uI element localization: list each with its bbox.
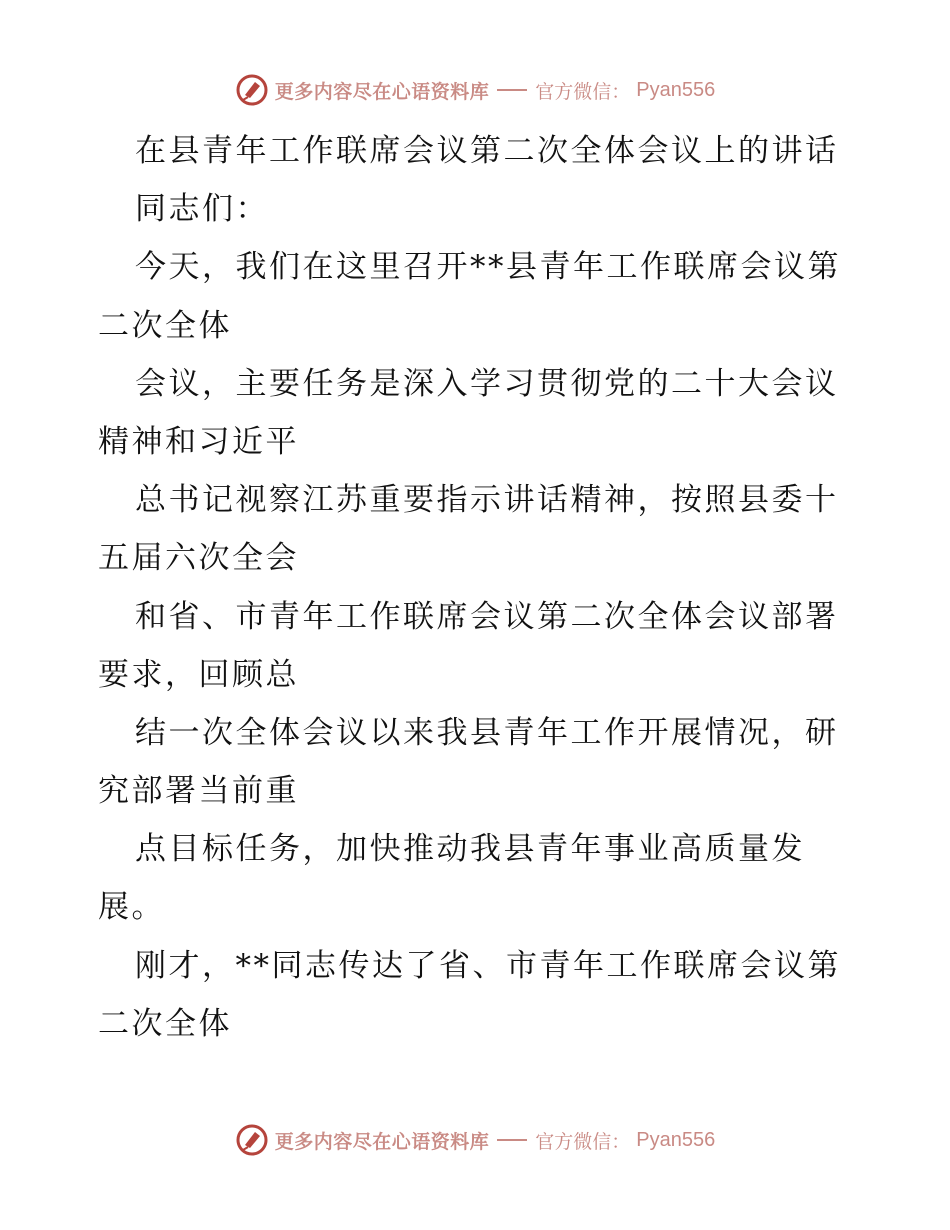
paragraph-line: 会议，主要任务是深入学习贯彻党的二十大会议	[135, 365, 839, 402]
paragraph-line: 五届六次全会	[98, 540, 299, 577]
paragraph-line: 究部署当前重	[98, 773, 299, 810]
brand-logo-icon	[235, 73, 269, 107]
paragraph-line: 二次全体	[98, 1005, 232, 1042]
header-wechat-id: Pyan556	[636, 78, 716, 101]
paragraph-line: 今天，我们在这里召开**县青年工作联席会议第	[135, 249, 841, 286]
header-wechat-label: 官方微信：	[535, 80, 631, 103]
document-title: 在县青年工作联席会议第二次全体会议上的讲话	[135, 133, 839, 169]
paragraph-line: 结一次全体会议以来我县青年工作开展情况，研	[135, 714, 839, 751]
header-brand-text: 更多内容尽在心语资料库	[274, 80, 490, 103]
footer-brand-text: 更多内容尽在心语资料库	[274, 1130, 490, 1153]
footer-wechat-id: Pyan556	[636, 1128, 716, 1151]
paragraph-line: 精神和习近平	[98, 423, 299, 460]
paragraph-line: 要求，回顾总	[98, 656, 299, 693]
footer-watermark-banner	[0, 1120, 950, 1160]
footer-wechat-label: 官方微信：	[535, 1130, 631, 1153]
paragraph-line: 和省、市青年工作联席会议第二次全体会议部署	[135, 598, 839, 635]
footer-dash-divider	[497, 1139, 527, 1141]
paragraph-line: 总书记视察江苏重要指示讲话精神，按照县委十	[135, 482, 839, 519]
header-dash-divider	[497, 89, 527, 91]
paragraph-line: 展。	[98, 889, 165, 926]
header-watermark-banner	[0, 70, 950, 110]
salutation-line: 同志们：	[135, 191, 269, 228]
document-body	[98, 122, 858, 1053]
brand-logo-icon	[235, 1123, 269, 1157]
paragraph-line: 刚才，**同志传达了省、市青年工作联席会议第	[135, 947, 841, 984]
paragraph-line: 二次全体	[98, 307, 232, 344]
paragraph-line: 点目标任务，加快推动我县青年事业高质量发	[135, 831, 805, 868]
